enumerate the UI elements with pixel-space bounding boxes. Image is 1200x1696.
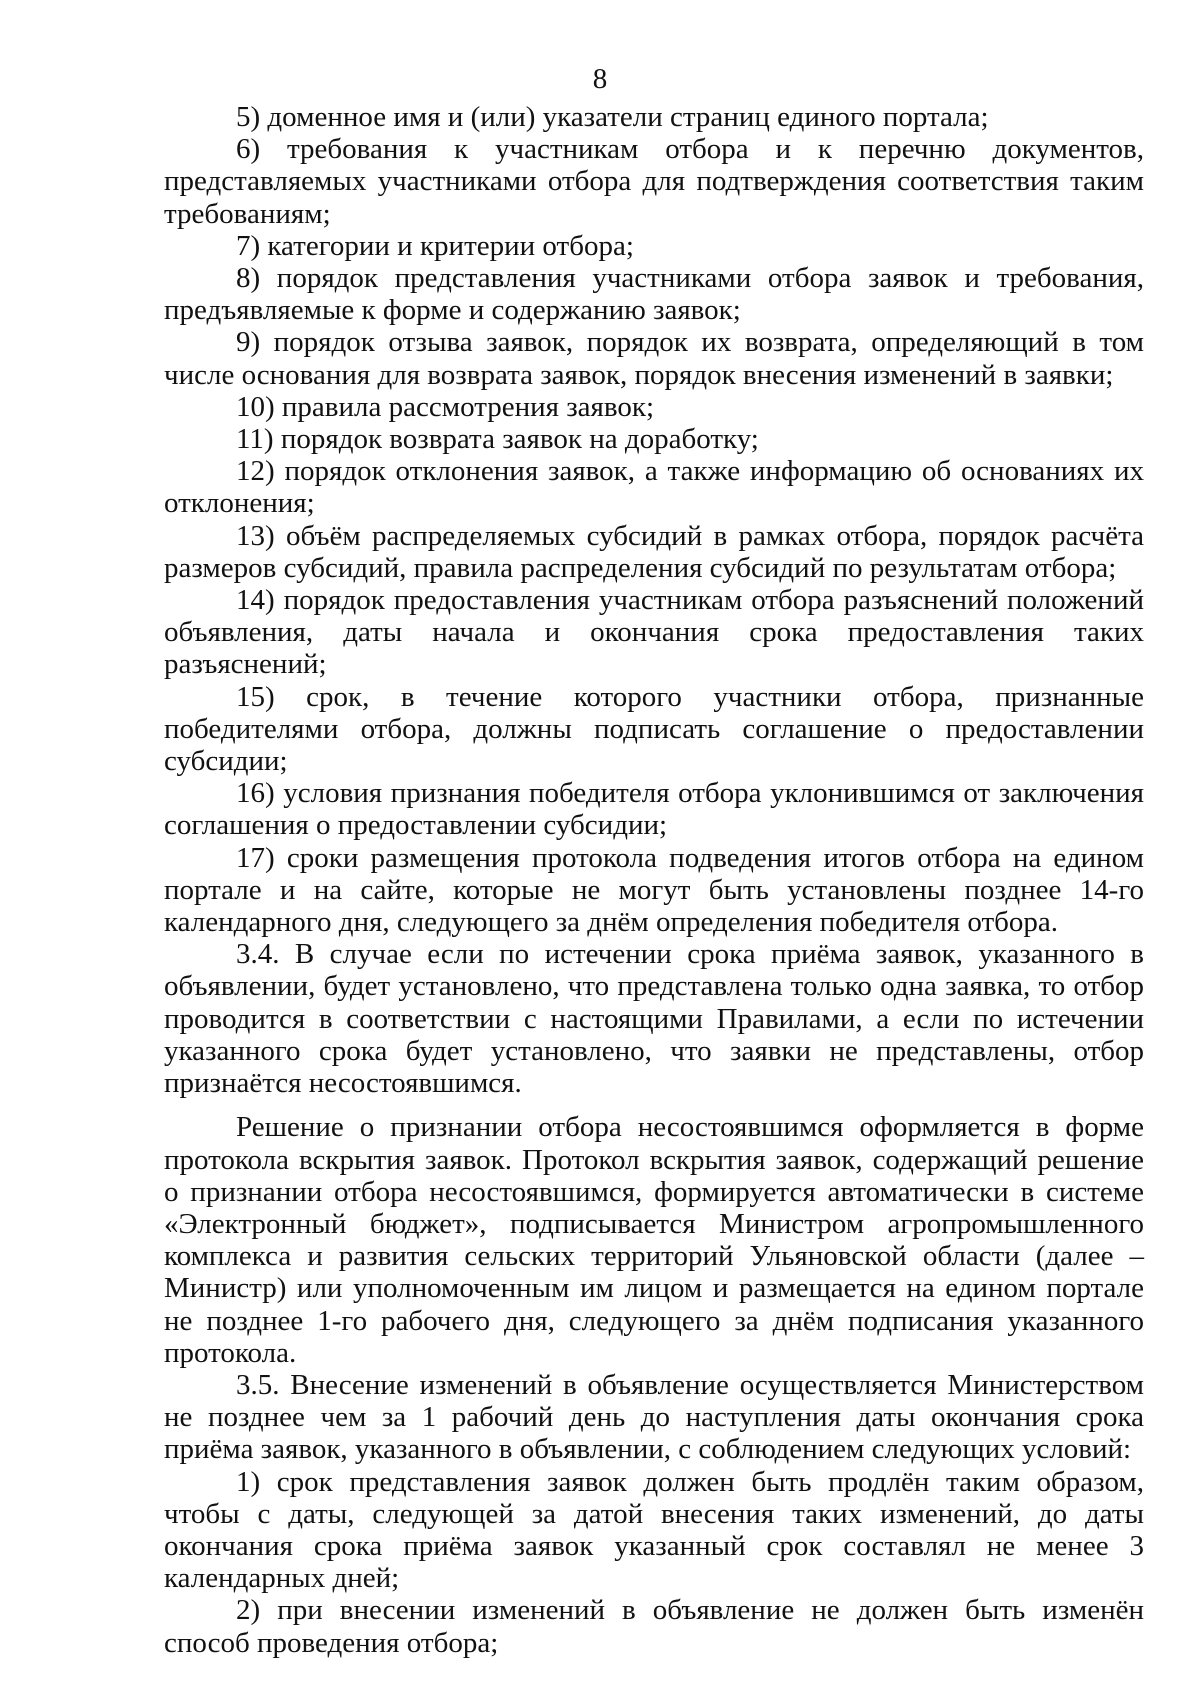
- list-item-7: 7) категории и критерии отбора;: [236, 229, 634, 262]
- condition-item-2: 2) при внесении изменений в объявление не должен быть изменён способ проведения отбора;: [164, 1594, 1144, 1659]
- page-number: 8: [592, 63, 608, 95]
- section-3-4: 3.4. В случае если по истечении срока приёма заявок, указанного в объявлении, будет установлено, что представлена только одна заявка, то отбор проводится в соответствии с настоящими Правилами, а если по истечении указанного срока будет установлено, что заявки не представлены, отбор признаётся несостоявшимся.: [164, 938, 1144, 1100]
- paragraph-decision: Решение о признании отбора несостоявшимся оформляется в форме протокола вскрытия заявок. Протокол вскрытия заявок, содержащий решение о признании отбора несостоявшимся, формируется автоматически в системе «Электронный бюджет», подписывается Министром агропромышленного комплекса и развития сельских территорий Ульяновской области (далее – Министр) или уполномоченным им лицом и размещается на едином портале не позднее 1-го рабочего дня, следующего за днём подписания указанного протокола.: [164, 1111, 1144, 1369]
- list-item-16: 16) условия признания победителя отбора уклонившимся от заключения соглашения о предоставлении субсидии;: [164, 777, 1144, 842]
- section-3-5: 3.5. Внесение изменений в объявление осуществляется Министерством не позднее чем за 1 рабочий день до наступления даты окончания срока приёма заявок, указанного в объявлении, с соблюдением следующих условий:: [164, 1368, 1144, 1466]
- list-item-13: 13) объём распределяемых субсидий в рамках отбора, порядок расчёта размеров субсидий, правила распределения субсидий по результатам отбора;: [164, 519, 1144, 584]
- list-item-5: 5) доменное имя и (или) указатели страниц единого портала;: [236, 101, 989, 133]
- list-item-11: 11) порядок возврата заявок на доработку;: [236, 423, 759, 456]
- condition-item-1: 1) срок представления заявок должен быть продлён таким образом, чтобы с даты, следующей за датой внесения таких изменений, до даты окончания срока приёма заявок указанный срок составлял не менее 3 календарных дней;: [164, 1465, 1144, 1595]
- list-item-15: 15) срок, в течение которого участники отбора, признанные победителями отбора, должны подписать соглашение о предоставлении субсидии;: [164, 680, 1144, 778]
- list-item-12: 12) порядок отклонения заявок, а также информацию об основаниях их отклонения;: [164, 455, 1144, 520]
- list-item-9: 9) порядок отзыва заявок, порядок их возврата, определяющий в том числе основания для возврата заявок, порядок внесения изменений в заявки;: [164, 326, 1144, 391]
- document-body: [164, 101, 1144, 1659]
- list-item-17: 17) сроки размещения протокола подведения итогов отбора на едином портале и на сайте, которые не могут быть установлены позднее 14-го календарного дня, следующего за днём определения победителя отбора.: [164, 841, 1144, 939]
- list-item-14: 14) порядок предоставления участникам отбора разъяснений положений объявления, даты начала и окончания срока предоставления таких разъяснений;: [164, 584, 1144, 681]
- list-item-10: 10) правила рассмотрения заявок;: [236, 390, 655, 423]
- list-item-8: 8) порядок представления участниками отбора заявок и требования, предъявляемые к форме и содержанию заявок;: [164, 262, 1144, 327]
- list-item-6: 6) требования к участникам отбора и к перечню документов, представляемых участниками отбора для подтверждения соответствия таким требованиям;: [164, 133, 1144, 230]
